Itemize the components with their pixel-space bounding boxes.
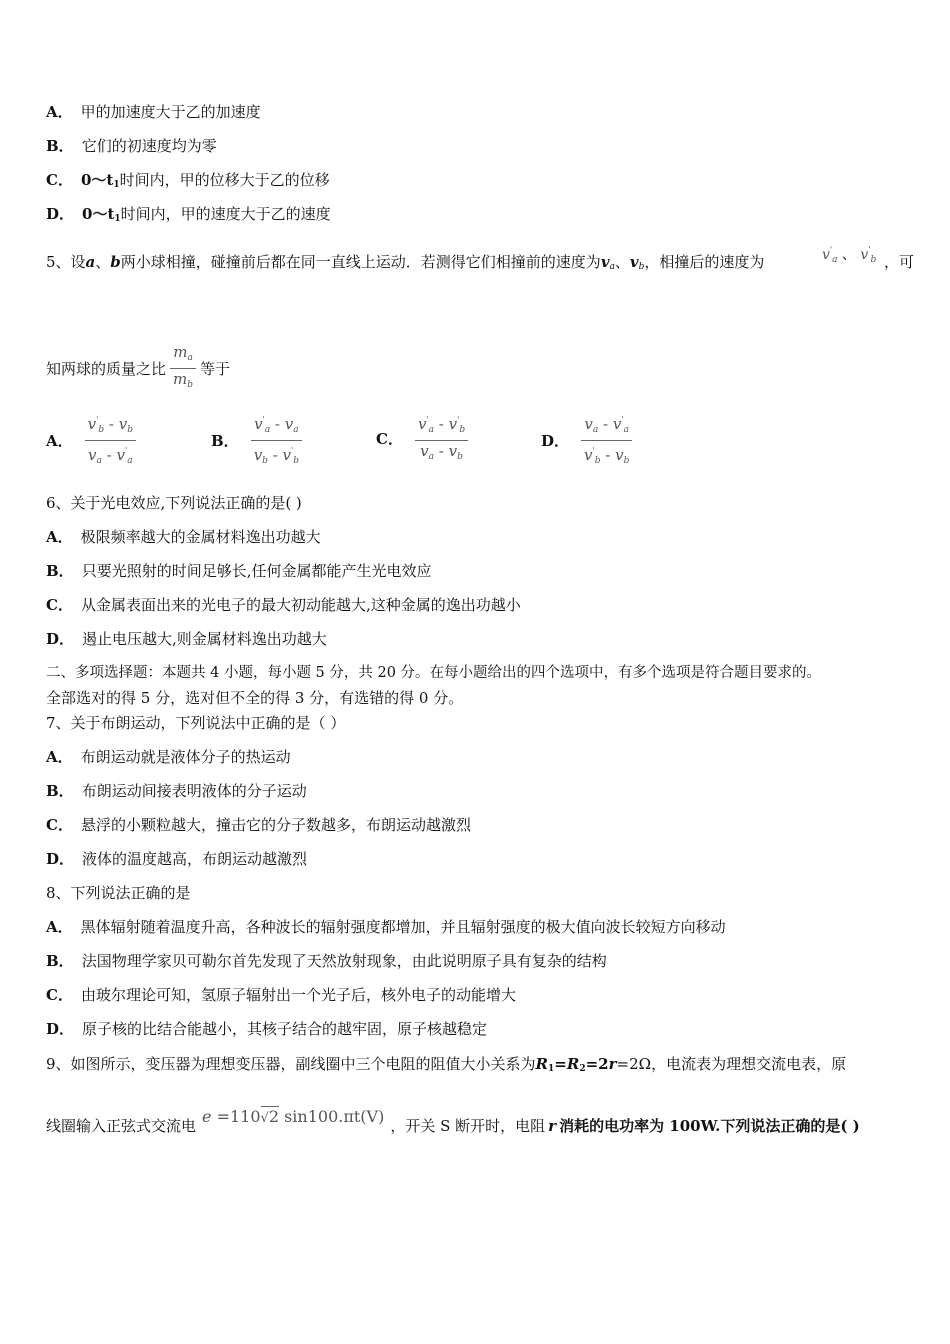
q7-option-d: D． 液体的温度越高，布朗运动越激烈: [46, 850, 308, 868]
q8-option-d: D． 原子核的比结合能越小，其核子结合的越牢固，原子核越稳定: [46, 1020, 488, 1038]
q6-option-d: D． 遏止电压越大,则金属材料逸出功越大: [46, 630, 327, 648]
q5-choice-b: B． $\frac{v'_a - v_a}{v_b - v'_b}$: [211, 410, 302, 471]
q5-choice-c: C． $\frac{v'_a - v'_b}{v_a - v_b}$: [376, 410, 468, 467]
q5-post-velocities: $v'_a$ 、 $v'_b$: [822, 245, 877, 265]
q9-voltage-formula: e =110√2 sin100.πt(V): [202, 1107, 385, 1126]
section2-line2: 全部选对的得 5 分，选对但不全的得 3 分，有选错的得 0 分。: [46, 689, 464, 707]
q5-mass-ratio: $\frac{m_a}{m_b}$: [170, 342, 196, 395]
q7-option-b: B． 布朗运动间接表明液体的分子运动: [46, 782, 307, 800]
q6-option-a: A． 极限频率越大的金属材料逸出功越大: [46, 528, 321, 546]
q9-stem-line1: 9、如图所示，变压器为理想变压器，副线圈中三个电阻的阻值大小关系为$R_1=R_2=2r=2\Omega$，电流表为理想交流电表，原: [46, 1055, 847, 1074]
q5-choice-a: A． $\frac{v'_b - v_b}{v_a - v'_a}$: [46, 410, 136, 471]
section2-line1: 二、多项选择题：本题共 4 小题，每小题 5 分，共 20 分。在每小题给出的四个选项中，有多个选项是符合题目要求的。: [46, 665, 822, 681]
q4-option-a: A． 甲的加速度大于乙的加速度: [46, 103, 261, 121]
q5-stem-end: ，可: [884, 253, 915, 271]
q5-stem-line2: 知两球的质量之比 $\frac{m_a}{m_b}$ 等于: [46, 342, 230, 395]
q8-stem: 8、下列说法正确的是: [46, 884, 191, 902]
q6-option-b: B． 只要光照射的时间足够长,任何金属都能产生光电效应: [46, 562, 432, 580]
q4-option-c: C． $0\sim t_1$时间内，甲的位移大于乙的位移: [46, 171, 330, 190]
q8-option-a: A． 黑体辐射随着温度升高，各种波长的辐射强度都增加，并且辐射强度的极大值向波长较短方向移动: [46, 918, 726, 936]
q7-stem: 7、关于布朗运动，下列说法中正确的是（ ）: [46, 714, 346, 732]
q4-option-d: D． $0\sim t_1$时间内，甲的速度大于乙的速度: [46, 205, 331, 224]
q5-choice-b-fraction: $\frac{v'_a - v_a}{v_b - v'_b}$: [251, 410, 302, 471]
q4-option-b: B． 它们的初速度均为零: [46, 137, 217, 155]
q8-option-c: C． 由玻尔理论可知，氢原子辐射出一个光子后，核外电子的动能增大: [46, 986, 516, 1004]
q5-choice-d-fraction: $\frac{v_a - v'_a}{v'_b - v_b}$: [581, 410, 632, 471]
q7-option-c: C． 悬浮的小颗粒越大，撞击它的分子数越多，布朗运动越激烈: [46, 816, 471, 834]
q9-stem-line2: 线圈输入正弦式交流电 e =110√2 sin100.πt(V) ，开关 S 断开时，电阻 r 消耗的电功率为 100W.下列说法正确的是( ): [46, 1107, 860, 1135]
q5-vb-prime: $v'_b$: [860, 245, 877, 265]
q6-option-c: C． 从金属表面出来的光电子的最大初动能越大,这种金属的逸出功越小: [46, 596, 521, 614]
q5-choice-d: D． $\frac{v_a - v'_a}{v'_b - v_b}$: [541, 410, 632, 471]
q5-va-prime: $v'_a$: [822, 245, 838, 265]
q5-stem-line1: 5、设a、b两小球相撞，碰撞前后都在同一直线上运动．若测得它们相撞前的速度为$v_a$、$v_b$，相撞后的速度为: [46, 253, 765, 272]
q7-option-a: A． 布朗运动就是液体分子的热运动: [46, 748, 291, 766]
q5-choice-a-fraction: $\frac{v'_b - v_b}{v_a - v'_a}$: [85, 410, 136, 471]
q6-stem: 6、关于光电效应,下列说法正确的是( ): [46, 494, 302, 512]
q5-choice-c-fraction: $\frac{v'_a - v'_b}{v_a - v_b}$: [415, 410, 468, 467]
q8-option-b: B． 法国物理学家贝可勒尔首先发现了天然放射现象，由此说明原子具有复杂的结构: [46, 952, 607, 970]
